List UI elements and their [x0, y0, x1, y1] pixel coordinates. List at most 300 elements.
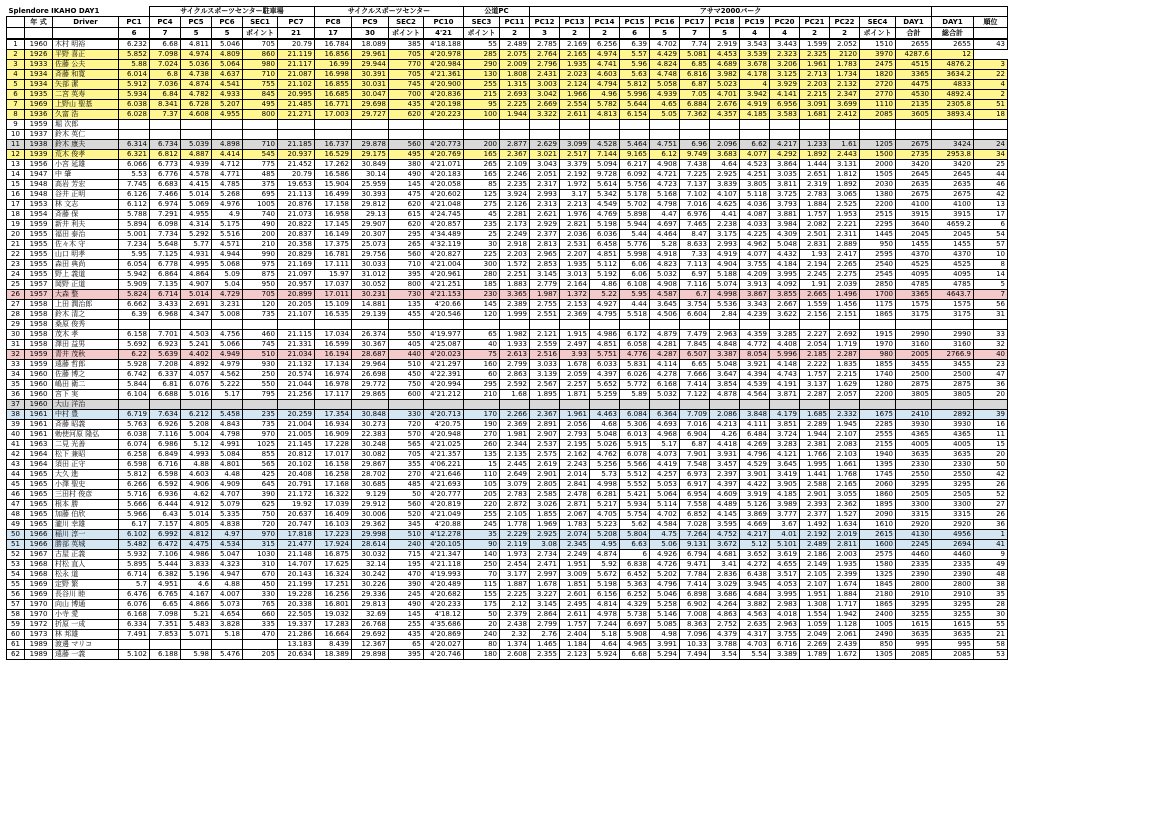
data-cell: 485 [243, 170, 278, 180]
data-cell: 800 [389, 280, 424, 290]
data-cell: 2.082 [800, 220, 830, 230]
data-cell: 1855 [860, 360, 896, 370]
data-cell: 7.291 [150, 210, 181, 220]
data-cell: 1.678 [530, 580, 560, 590]
data-cell: 1.935 [830, 560, 860, 570]
data-cell: 2.019 [830, 530, 860, 540]
data-cell: 745 [243, 340, 278, 350]
data-cell [278, 400, 315, 410]
data-cell: 3970 [860, 50, 896, 60]
data-cell: 5.552 [620, 480, 650, 490]
data-cell: 2.779 [530, 280, 560, 290]
data-cell: 5.217 [590, 500, 620, 510]
data-cell: 4.874 [181, 80, 212, 90]
data-cell: 7.438 [680, 160, 710, 170]
table-row [7, 340, 1008, 350]
data-cell: 5.476 [212, 650, 243, 660]
data-cell: 2.963 [770, 620, 800, 630]
data-cell: 2090 [860, 510, 896, 520]
data-cell [740, 400, 770, 410]
data-cell: 1280 [860, 380, 896, 390]
data-cell: 25.959 [352, 180, 389, 190]
driver-name: 桑原 俊秀 [53, 320, 119, 330]
data-cell: 4659.2 [932, 220, 974, 230]
data-cell: 5.998 [620, 250, 650, 260]
data-cell: 5.824 [119, 290, 150, 300]
data-cell: 7.466 [150, 190, 181, 200]
year-cell: 1959 [25, 350, 53, 360]
data-cell: 6.12 [650, 150, 680, 160]
data-cell: 4.64 [590, 640, 620, 650]
table-body [7, 39, 1008, 660]
data-cell: 710 [243, 140, 278, 150]
data-cell: 4.329 [620, 600, 650, 610]
data-cell: 3.652 [740, 550, 770, 560]
data-cell [278, 130, 315, 140]
data-cell: 2.246 [500, 170, 530, 180]
data-cell: 3.672 [710, 540, 740, 550]
data-cell: 4.738 [181, 70, 212, 80]
data-cell: 4.931 [181, 250, 212, 260]
data-cell: 4100 [932, 200, 974, 210]
data-cell: 4.805 [181, 520, 212, 530]
data-cell: 57 [974, 240, 1008, 250]
data-cell: 2500 [896, 370, 932, 380]
data-cell: 8.633 [680, 240, 710, 250]
data-cell: 4.796 [650, 580, 680, 590]
data-cell: 4.415 [181, 180, 212, 190]
data-cell: 4.655 [770, 560, 800, 570]
data-cell: 7.734 [150, 230, 181, 240]
data-cell: 5.852 [119, 50, 150, 60]
row-number: 32 [7, 350, 25, 360]
data-cell: 2735 [896, 150, 932, 160]
row-number: 24 [7, 270, 25, 280]
row-number: 22 [7, 250, 25, 260]
data-cell: 1.783 [560, 520, 590, 530]
data-cell: 1025 [243, 440, 278, 450]
data-cell: 5.09 [212, 270, 243, 280]
data-cell: 5.222 [212, 380, 243, 390]
data-cell: 2.997 [530, 570, 560, 580]
data-cell: 4.88 [181, 460, 212, 470]
data-cell: 4.814 [590, 600, 620, 610]
data-cell: 4.748 [650, 70, 680, 80]
data-cell: 17.034 [315, 330, 352, 340]
data-cell: 5.444 [150, 560, 181, 570]
table-row [7, 550, 1008, 560]
data-cell: 4.48 [212, 470, 243, 480]
data-cell [896, 130, 932, 140]
data-cell: 5.18 [212, 630, 243, 640]
data-cell: 6.172 [620, 330, 650, 340]
data-cell: 3.945 [740, 580, 770, 590]
data-cell: 1.128 [830, 620, 860, 630]
data-cell: 16.737 [315, 140, 352, 150]
data-cell: 3.17 [560, 190, 590, 200]
data-cell: 6.038 [119, 430, 150, 440]
data-cell: 2.036 [560, 230, 590, 240]
data-cell: 300 [464, 260, 500, 270]
data-cell: 2.611 [560, 110, 590, 120]
data-cell: 7.784 [680, 570, 710, 580]
data-cell: 2.362 [830, 500, 860, 510]
data-cell: 4.809 [212, 50, 243, 60]
data-cell: 5.763 [119, 420, 150, 430]
data-cell: 16.855 [315, 80, 352, 90]
data-cell: 50 [974, 460, 1008, 470]
table-row [7, 510, 1008, 520]
data-cell: 6.126 [119, 190, 150, 200]
data-cell: 620 [389, 110, 424, 120]
data-cell: 2.381 [800, 440, 830, 450]
driver-name: 大山 洋治 [53, 400, 119, 410]
data-cell: 2330 [932, 460, 974, 470]
data-cell: 4.955 [181, 210, 212, 220]
table-row [7, 150, 1008, 160]
data-cell: 2490 [860, 630, 896, 640]
data-cell: 875 [243, 270, 278, 280]
driver-name: 鈴木 清之 [53, 310, 119, 320]
data-cell: 1455 [896, 240, 932, 250]
data-cell: 3.678 [740, 60, 770, 70]
data-cell: 6.604 [680, 310, 710, 320]
data-cell: 5.001 [119, 230, 150, 240]
data-cell: 4.287 [650, 350, 680, 360]
column-subheader: 7 [680, 28, 710, 40]
row-number: 39 [7, 420, 25, 430]
no-subheader [7, 28, 25, 40]
data-cell: 1615 [932, 620, 974, 630]
data-cell: 1.465 [530, 640, 560, 650]
data-cell: 4.96 [590, 90, 620, 100]
data-cell: 3.777 [770, 510, 800, 520]
data-cell [119, 320, 150, 330]
column-header: SEC4 [860, 17, 896, 28]
data-cell: 4.907 [181, 280, 212, 290]
data-cell: 2.667 [770, 300, 800, 310]
data-cell: 470 [243, 630, 278, 640]
data-cell: 2720 [860, 80, 896, 90]
data-cell [932, 130, 974, 140]
data-cell: 1615 [896, 620, 932, 630]
data-cell: 2.052 [830, 39, 860, 50]
data-cell: 25 [464, 230, 500, 240]
data-cell [464, 400, 500, 410]
data-cell: 4.523 [740, 160, 770, 170]
data-cell: 735 [243, 310, 278, 320]
table-row [7, 430, 1008, 440]
data-cell: 4.141 [770, 90, 800, 100]
data-cell: 5.04 [212, 280, 243, 290]
data-cell: 2.369 [560, 310, 590, 320]
data-cell: 2.471 [530, 560, 560, 570]
data-cell: 4.752 [710, 530, 740, 540]
data-cell: 4.603 [590, 70, 620, 80]
data-cell: 53 [974, 650, 1008, 660]
data-cell: 730 [389, 290, 424, 300]
data-cell: 2550 [896, 470, 932, 480]
data-cell: 4.743 [770, 370, 800, 380]
data-cell: 135 [389, 300, 424, 310]
data-cell: 4095 [896, 270, 932, 280]
data-cell: 100 [464, 110, 500, 120]
data-cell: 5.772 [620, 380, 650, 390]
data-cell: 4.292 [770, 150, 800, 160]
data-cell: 4'21.357 [424, 450, 464, 460]
data-cell: 570 [389, 430, 424, 440]
data-cell: 5.22 [590, 290, 620, 300]
data-cell: 30.393 [352, 190, 389, 200]
data-cell: 20.143 [278, 570, 315, 580]
data-cell: 1.976 [560, 210, 590, 220]
data-cell: 17.117 [315, 390, 352, 400]
data-cell: 1.527 [830, 510, 860, 520]
data-cell: 2.225 [500, 100, 530, 110]
data-cell: 4.432 [770, 250, 800, 260]
data-cell: 455 [389, 310, 424, 320]
data-cell: 5.014 [181, 510, 212, 520]
year-cell: 1966 [25, 530, 53, 540]
data-cell: 450 [243, 580, 278, 590]
data-cell: 4.018 [770, 610, 800, 620]
data-cell: 2.495 [560, 600, 590, 610]
data-cell: 5.053 [650, 480, 680, 490]
data-cell: 3.145 [530, 600, 560, 610]
data-cell [315, 320, 352, 330]
data-cell: 295 [389, 230, 424, 240]
data-cell: 4.947 [212, 570, 243, 580]
data-cell: 3.905 [770, 480, 800, 490]
data-cell [740, 320, 770, 330]
data-cell: 5.89 [620, 390, 650, 400]
data-cell: 490 [389, 170, 424, 180]
data-cell: 3160 [896, 340, 932, 350]
row-number: 7 [7, 100, 25, 110]
data-cell: 7.33 [680, 250, 710, 260]
data-cell: 2.907 [530, 430, 560, 440]
column-subheader: 2 [500, 28, 530, 40]
row-number: 19 [7, 220, 25, 230]
table-row [7, 380, 1008, 390]
column-subheader: 17 [315, 28, 352, 40]
table-row [7, 310, 1008, 320]
data-cell: 4.587 [650, 290, 680, 300]
data-cell: 2.399 [830, 570, 860, 580]
data-cell: 4.741 [590, 60, 620, 70]
data-cell: 4'21.212 [424, 390, 464, 400]
data-cell: 29.362 [352, 520, 389, 530]
data-cell: 1.315 [500, 80, 530, 90]
data-cell: 3893.4 [932, 110, 974, 120]
data-cell: 4.863 [710, 610, 740, 620]
column-header: DAY1 [896, 17, 932, 28]
data-cell: 6.917 [680, 480, 710, 490]
data-cell: 3.013 [560, 270, 590, 280]
data-cell: 4.357 [710, 110, 740, 120]
data-cell: 2.344 [500, 440, 530, 450]
data-cell: 845 [243, 90, 278, 100]
data-cell: 20 [464, 620, 500, 630]
data-cell: 1455 [932, 240, 974, 250]
data-cell: 29.727 [352, 110, 389, 120]
data-cell: 7.008 [680, 610, 710, 620]
data-cell: 3.901 [740, 470, 770, 480]
data-cell: 2.192 [560, 170, 590, 180]
column-subheader [53, 28, 119, 40]
data-cell: 4.033 [740, 220, 770, 230]
row-number: 58 [7, 610, 25, 620]
data-cell: 4.721 [650, 170, 680, 180]
data-cell: 21.044 [278, 380, 315, 390]
data-cell: 3.433 [150, 300, 181, 310]
data-cell: 55 [974, 620, 1008, 630]
data-cell: 5.536 [710, 300, 740, 310]
data-cell: 17.003 [315, 110, 352, 120]
data-cell: 2850 [860, 280, 896, 290]
data-cell: 7.548 [680, 460, 710, 470]
data-cell: 550 [243, 380, 278, 390]
data-cell: 4.838 [212, 520, 243, 530]
row-number: 12 [7, 150, 25, 160]
data-cell: 4'20.948 [424, 430, 464, 440]
data-cell: 2.783 [500, 490, 530, 500]
data-cell: 5.112 [590, 260, 620, 270]
data-cell [150, 400, 181, 410]
data-cell: 3.365 [500, 290, 530, 300]
row-number: 38 [7, 410, 25, 420]
data-cell: 5.196 [181, 570, 212, 580]
driver-name: 堀 次郎 [53, 120, 119, 130]
column-subheader: 5 [212, 28, 243, 40]
data-cell: 2390 [896, 570, 932, 580]
data-cell: 36 [974, 380, 1008, 390]
data-cell: 2.023 [560, 70, 590, 80]
year-cell: 1938 [25, 140, 53, 150]
row-number: 47 [7, 500, 25, 510]
data-cell: 4095 [932, 270, 974, 280]
data-cell: 3.686 [710, 590, 740, 600]
data-cell: 7.113 [680, 260, 710, 270]
column-header: PC20 [770, 17, 800, 28]
data-cell: 2.213 [560, 200, 590, 210]
data-cell [389, 120, 424, 130]
data-cell: 14.881 [352, 300, 389, 310]
data-cell: 1.884 [800, 200, 830, 210]
driver-name: 佐藤 博之 [53, 370, 119, 380]
data-cell: 1.999 [500, 310, 530, 320]
data-cell: 3.322 [530, 110, 560, 120]
table-row [7, 270, 1008, 280]
data-cell: 1110 [860, 100, 896, 110]
data-cell: 3.283 [770, 440, 800, 450]
data-cell: 3.982 [710, 70, 740, 80]
data-cell: 5.98 [181, 650, 212, 660]
data-cell: 2.629 [530, 140, 560, 150]
data-cell: 225 [464, 250, 500, 260]
data-cell: 2.84 [710, 310, 740, 320]
data-cell: 3295 [896, 480, 932, 490]
data-cell [181, 320, 212, 330]
data-cell: 1.944 [800, 430, 830, 440]
row-number: 37 [7, 400, 25, 410]
data-cell: 5.898 [620, 210, 650, 220]
data-cell: 12 [932, 50, 974, 60]
data-cell: 2.003 [830, 550, 860, 560]
data-cell: 4.26 [710, 430, 740, 440]
data-cell: 2.287 [830, 350, 860, 360]
data-cell: 2.123 [560, 650, 590, 660]
data-cell [650, 120, 680, 130]
data-cell: 1.599 [800, 39, 830, 50]
data-cell: 5.068 [212, 260, 243, 270]
data-cell: 2.592 [500, 380, 530, 390]
data-cell: 2.613 [500, 350, 530, 360]
data-cell: 29.139 [352, 310, 389, 320]
row-number: 59 [7, 620, 25, 630]
data-cell: 5.421 [620, 490, 650, 500]
year-cell: 1989 [25, 650, 53, 660]
data-cell: 5.047 [212, 550, 243, 560]
column-header: PC15 [620, 17, 650, 28]
data-cell [352, 320, 389, 330]
table-row [7, 260, 1008, 270]
data-cell: 1.942 [830, 610, 860, 620]
data-cell: 17.625 [315, 560, 352, 570]
year-cell: 1969 [25, 580, 53, 590]
data-cell: 4.689 [710, 60, 740, 70]
data-cell: 6.084 [620, 410, 650, 420]
data-cell: 5.079 [212, 500, 243, 510]
table-row [7, 480, 1008, 490]
row-number: 20 [7, 230, 25, 240]
data-cell: 2505 [932, 490, 974, 500]
data-cell: 2245 [896, 540, 932, 550]
data-cell: 4.506 [650, 310, 680, 320]
data-cell: 2.151 [830, 310, 860, 320]
data-cell: 4.919 [710, 250, 740, 260]
data-cell: 4.68 [590, 420, 620, 430]
data-cell: 4.397 [590, 370, 620, 380]
column-subheader: 2 [560, 28, 590, 40]
data-cell: 2.311 [830, 230, 860, 240]
data-cell: 20.876 [278, 200, 315, 210]
data-cell: 16.324 [315, 570, 352, 580]
data-cell: 4876.2 [932, 60, 974, 70]
data-cell: 7.05 [680, 90, 710, 100]
data-cell: 6.62 [740, 140, 770, 150]
data-cell: 4.771 [212, 170, 243, 180]
results-table [6, 6, 1008, 660]
data-cell: 21.102 [278, 80, 315, 90]
year-cell: 1953 [25, 200, 53, 210]
data-cell: 5.207 [212, 100, 243, 110]
row-number: 43 [7, 460, 25, 470]
data-cell: 1.892 [800, 150, 830, 160]
row-number: 2 [7, 50, 25, 60]
spreadsheet [6, 6, 1008, 660]
year-cell: 1960 [25, 370, 53, 380]
data-cell: 4.908 [650, 160, 680, 170]
data-cell: 5.738 [620, 610, 650, 620]
data-cell: 6.458 [590, 240, 620, 250]
data-cell: 2.057 [830, 390, 860, 400]
table-row [7, 590, 1008, 600]
year-cell: 1959 [25, 360, 53, 370]
data-cell [560, 130, 590, 140]
driver-name: 二宮 英寿 [53, 90, 119, 100]
data-cell: 3.811 [770, 180, 800, 190]
